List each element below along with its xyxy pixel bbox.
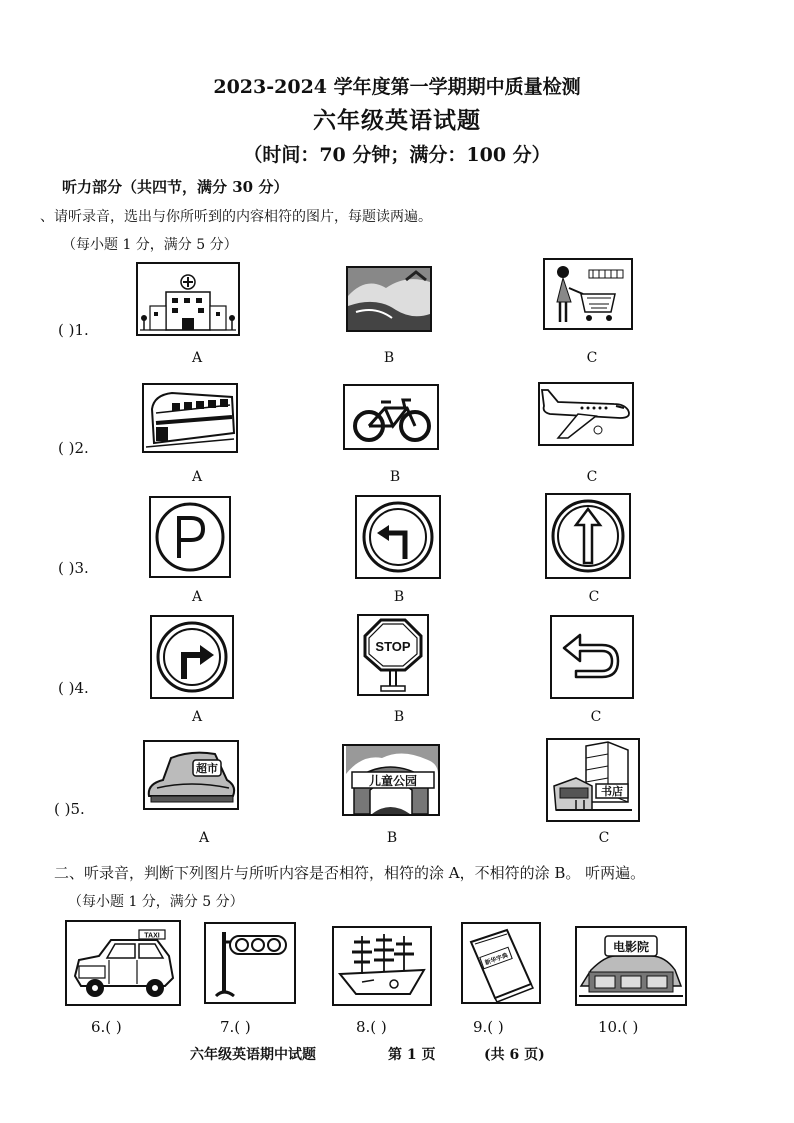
exam-subject-title: 六年级英语试题 [313, 107, 481, 134]
q5-option-a: A [198, 830, 210, 846]
park-icon [342, 744, 440, 816]
hospital-icon [136, 262, 240, 336]
q5-option-c: C [598, 830, 610, 846]
q2-option-a: A [191, 469, 203, 485]
bookstore-icon [546, 738, 640, 822]
q3-option-c: C [588, 589, 600, 605]
part1-instruction: 、请听录音，选出与你所听到的内容相符的图片，每题读两遍。 [40, 209, 432, 225]
part2-score: （每小题 1 分，满分 5 分） [68, 894, 244, 910]
question-6-number[interactable]: 6.( ) [91, 1018, 122, 1036]
bookstore-sign-text: 书店 [601, 785, 623, 798]
q4-option-a: A [191, 709, 203, 725]
dictionary-icon [461, 922, 541, 1004]
exam-time-score: （时间：70 分钟；满分：100 分） [243, 144, 551, 166]
river-landscape-icon [346, 266, 432, 332]
traffic-light-icon [204, 922, 296, 1004]
cinema-sign-text: 电影院 [612, 940, 650, 954]
train-icon [142, 383, 238, 453]
shopping-cart-icon [543, 258, 633, 330]
turn-left-sign-icon [355, 495, 441, 579]
supermarket-sign-text: 超市 [196, 762, 218, 775]
question-10-number[interactable]: 10.( ) [598, 1018, 639, 1036]
go-straight-sign-icon [545, 493, 631, 579]
q4-option-b: B [393, 709, 405, 725]
footer-subject: 六年级英语期中试题 [190, 1047, 316, 1063]
dictionary-title-text: 新华字典 [484, 952, 509, 967]
footer-total-pages: (共 6 页) [484, 1047, 545, 1063]
question-2-number[interactable]: ( )2. [58, 439, 89, 457]
q3-option-b: B [393, 589, 405, 605]
stop-sign-icon [357, 614, 429, 696]
question-4-number[interactable]: ( )4. [58, 679, 89, 697]
question-8-number[interactable]: 8.( ) [356, 1018, 387, 1036]
question-5-number[interactable]: ( )5. [54, 800, 85, 818]
u-turn-sign-icon [550, 615, 634, 699]
bicycle-icon [343, 384, 439, 450]
part2-instruction: 二、听录音，判断下列图片与所听内容是否相符，相符的涂 A，不相符的涂 B。 听两遍。 [54, 864, 646, 882]
cinema-icon [575, 926, 687, 1006]
ship-icon [332, 926, 432, 1006]
supermarket-icon [143, 740, 239, 810]
q2-option-b: B [389, 469, 401, 485]
exam-title: 2023-2024 学年度第一学期期中质量检测 [213, 76, 581, 98]
q1-option-c: C [586, 350, 598, 366]
parking-sign-icon [149, 496, 231, 578]
taxi-sign-text: TAXI [144, 932, 160, 940]
q1-option-b: B [383, 350, 395, 366]
question-9-number[interactable]: 9.( ) [473, 1018, 504, 1036]
q2-option-c: C [586, 469, 598, 485]
q5-option-b: B [386, 830, 398, 846]
part1-score: （每小题 1 分，满分 5 分） [62, 237, 238, 253]
park-sign-text: 儿童公园 [368, 774, 418, 788]
stop-sign-text: STOP [375, 639, 411, 654]
q4-option-c: C [590, 709, 602, 725]
q1-option-a: A [191, 350, 203, 366]
question-7-number[interactable]: 7.( ) [220, 1018, 251, 1036]
question-1-number[interactable]: ( )1. [58, 321, 89, 339]
airplane-icon [538, 382, 634, 446]
question-3-number[interactable]: ( )3. [58, 559, 89, 577]
q3-option-a: A [191, 589, 203, 605]
listening-heading: 听力部分（共四节，满分 30 分） [62, 178, 289, 196]
taxi-icon [65, 920, 181, 1006]
turn-right-sign-icon [150, 615, 234, 699]
footer-page-number: 第 1 页 [388, 1047, 436, 1063]
